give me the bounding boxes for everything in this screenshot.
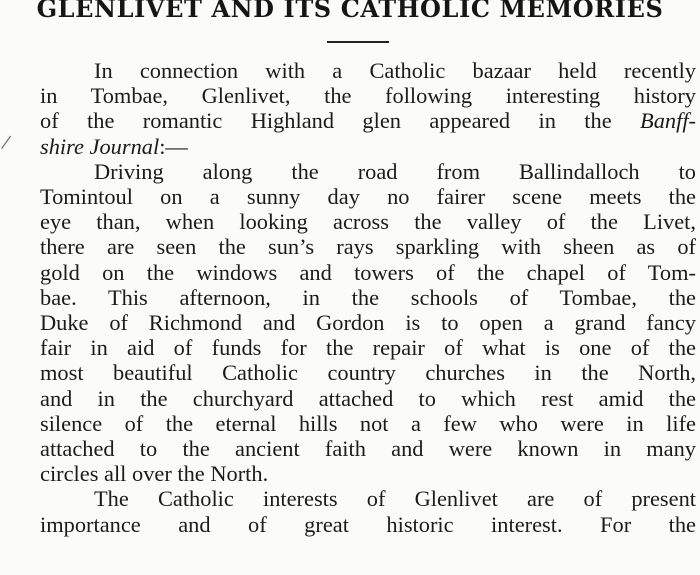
text-line: most beautiful Catholic country churches in the North, [40,360,696,386]
text-line: circles all over the North. [40,461,269,487]
paragraph-3 [40,486,696,536]
paragraph-1 [40,58,696,159]
text-line: In connection with a Catholic bazaar held recently [94,58,696,83]
text-line: gold on the windows and towers of the chapel of Tom- [40,259,696,285]
text-line: fair in aid of funds for the repair of what is one of the [40,335,696,361]
text-line: importance and of great historic interest. For the [40,511,696,537]
italic-segment: Banff- [640,108,696,134]
text-segment: of the romantic Highland glen appeared in the [40,108,641,134]
text-segment: :— [159,133,188,159]
text-line: in Tombae, Glenlivet, the following interesting history [40,83,696,109]
italic-segment: shire Journal [40,133,160,159]
headline: GLENLIVET AND ITS CATHOLIC MEMORIES [36,0,664,23]
text-line: The Catholic interests of Glenlivet are of present [94,486,696,512]
text-line [40,108,696,133]
text-line: there are seen the sun’s rays sparkling with sheen as of [40,234,696,260]
text-line: silence of the eternal hills not a few who were in life [40,410,696,436]
text-line [40,134,696,159]
text-line: bae. This afternoon, in the schools of Tombae, the [40,284,696,310]
margin-mark: / [0,131,13,154]
text-line: eye than, when looking across the valley of the Livet, [40,209,696,235]
text-line: Driving along the road from Ballindalloch to [94,158,696,184]
paragraph-2 [40,159,696,487]
text-line: Duke of Richmond and Gordon is to open a grand fancy [40,310,696,336]
text-line: attached to the ancient faith and were known in many [40,436,696,462]
text-line: Tomintoul on a sunny day no fairer scene meets the [40,184,696,210]
text-line: and in the churchyard attached to which rest amid the [40,385,696,411]
headline-rule [327,41,389,43]
article-body [40,58,696,537]
